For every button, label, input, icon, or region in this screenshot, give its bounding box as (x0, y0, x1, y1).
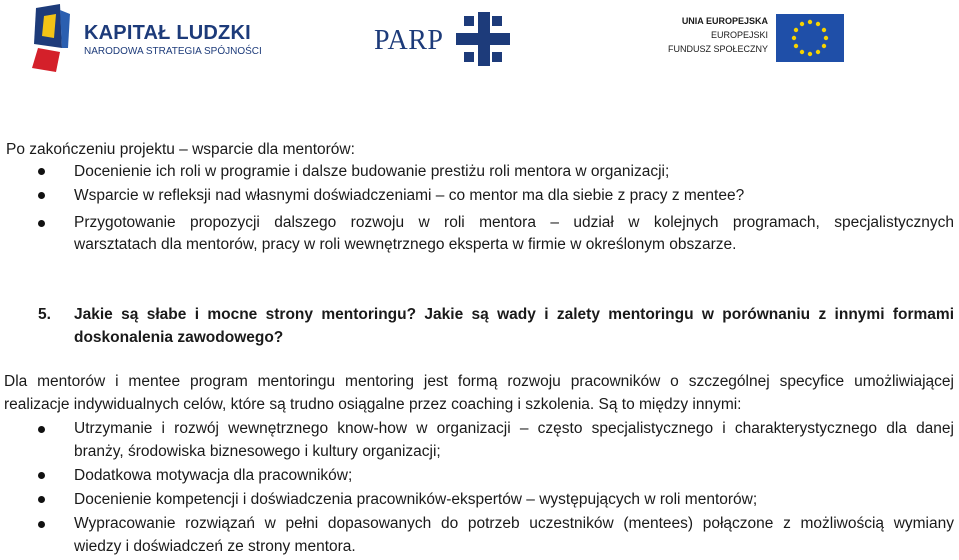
parp-title: PARP (374, 25, 444, 56)
paragraph-line1: Dla mentorów i mentee program mentoringu mentoring jest formą rozwoju pracowników o szczególnej specyfice umożliwiającej (4, 373, 954, 390)
kapital-ludzki-subtitle: NARODOWA STRATEGIA SPÓJNOŚCI (84, 46, 262, 57)
list-item: Dodatkowa motywacja dla pracowników; (74, 467, 353, 484)
bullet-dot (38, 168, 45, 175)
bullet-dot (38, 521, 45, 528)
bullet-dot (38, 220, 45, 227)
bullet-dot (38, 472, 45, 479)
section5-number: 5. (38, 306, 51, 323)
list-item: Docenienie kompetencji i doświadczenia pracowników-ekspertów – występujących w roli mentorów; (74, 491, 758, 508)
section5-heading-line1: Jakie są słabe i mocne strony mentoringu? Jakie są wady i zalety mentoringu w porównaniu z innymi formami (74, 306, 954, 323)
list-item-continuation: branży, środowiska biznesowego i kultury organizacji; (74, 443, 441, 460)
bullet-dot (38, 496, 45, 503)
logo-bar (0, 0, 959, 80)
kapital-ludzki-logo (30, 4, 262, 72)
ue-line1: UNIA EUROPEJSKA (681, 16, 768, 26)
list-item: Wypracowanie rozwiązań w pełni dopasowanych do potrzeb uczestników (mentees) połączone z możliwością wymiany (74, 515, 954, 532)
list-item-continuation: warsztatach dla mentorów, pracy w roli wewnętrznego eksperta w firmie w określonym obszarze. (74, 236, 737, 253)
list-item: Wsparcie w refleksji nad własnymi doświadczeniami – co mentor ma dla siebie z pracy z mentee? (74, 187, 745, 204)
ue-line2: EUROPEJSKI (710, 30, 768, 40)
parp-logo (374, 12, 514, 66)
ue-logo (668, 14, 848, 64)
ue-line3: FUNDUSZ SPOŁECZNY (668, 44, 769, 54)
list-item: Utrzymanie i rozwój wewnętrznego know-how w organizacji – często specjalistycznego i charakterystycznego dla danej (74, 420, 954, 437)
list-item: Docenienie ich roli w programie i dalsze budowanie prestiżu roli mentora w organizacji; (74, 163, 670, 180)
ue-text (668, 14, 768, 56)
bullet-dot (38, 426, 45, 433)
bullet-dot (38, 192, 45, 199)
kapital-ludzki-title: KAPITAŁ LUDZKI (84, 22, 251, 44)
list-item-continuation: wiedzy i doświadczeń ze strony mentora. (74, 538, 356, 555)
kapital-ludzki-emblem (30, 4, 80, 72)
eu-flag-icon (776, 14, 844, 62)
section1-heading: Po zakończeniu projektu – wsparcie dla mentorów: (6, 141, 355, 158)
section5-heading-line2: doskonalenia zawodowego? (74, 329, 284, 346)
list-item: Przygotowanie propozycji dalszego rozwoju w roli mentora – udział w kolejnych programach, specjalistycznych (74, 214, 954, 231)
paragraph-line2: realizacje indywidualnych celów, które są trudno osiągalne przez coaching i szkolenia. Są to między innymi: (4, 396, 742, 413)
parp-emblem (456, 12, 510, 66)
